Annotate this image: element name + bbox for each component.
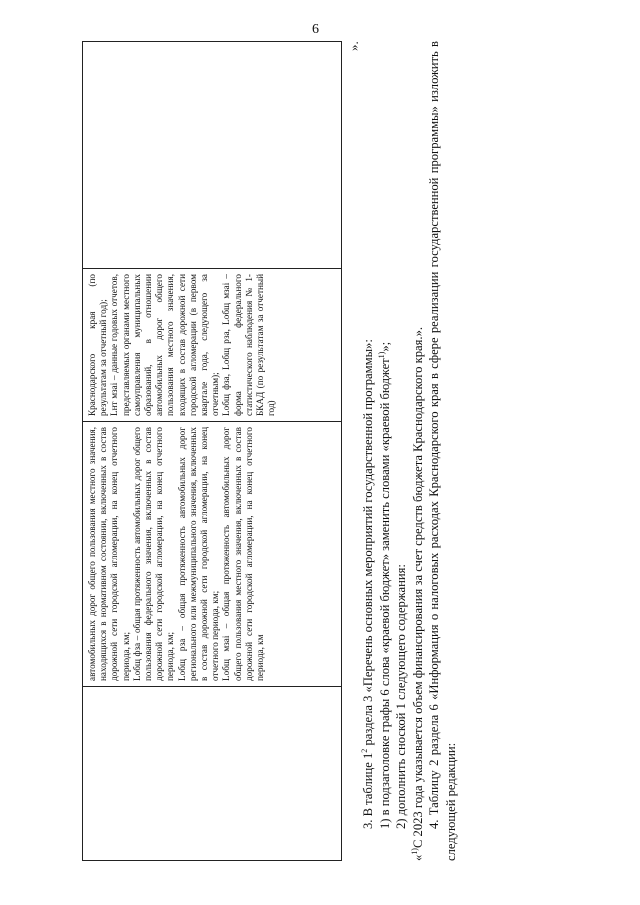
page-number: 6 xyxy=(312,22,319,37)
footnote-sup: 1) xyxy=(409,848,419,855)
table-cell-formula-description xyxy=(83,421,341,686)
paragraph-4: 4. Таблицу 2 раздела 6 «Информация о налоговых расходах Краснодарского края в сфере реализации государственной программы» изложить в следующей редакции: xyxy=(427,41,458,861)
rotated-content xyxy=(82,41,472,861)
paragraph-3-sup: 2 xyxy=(359,748,369,753)
paragraph-3-text-a: 3. В таблице 1 xyxy=(361,752,375,829)
indicator-table xyxy=(82,41,342,861)
paragraph-3-1-end: »; xyxy=(377,341,392,352)
paragraph-3-1-text: 1) в подзаголовке графы 6 слова «краевой бюджет» заменить словами «краевой бюджет xyxy=(377,358,392,829)
table-cell-data-source xyxy=(83,268,341,421)
footnote-open-quote: « xyxy=(410,854,425,861)
footnote-text xyxy=(410,41,427,861)
amendment-paragraphs xyxy=(360,41,460,861)
paragraph-3-2: 2) дополнить сноской 1 следующего содержания: xyxy=(394,564,409,829)
paragraph-3-text-b: раздела 3 «Перечень основных мероприятий государственной программы»: xyxy=(361,339,375,749)
table-cell-empty xyxy=(83,40,341,268)
paragraph-3-1-sup: 1) xyxy=(376,351,386,359)
paragraph-3 xyxy=(360,41,377,861)
table-cell-left xyxy=(83,686,341,860)
data-source-text: Краснодарского края (по результатам за отчетный год); Lнт мзаi – данные годовых отчетов, представляемых органами местного самоуправления муниципальных образований, в отношении автомобильных дорог общего пользования местного значения, входящих в состав дорожной сети городской агломерации (в первом квартале года, следующего за отчетным); Lобщ фза, Lобщ рза, Lобщ мзаi – форма федерального статистического наблюдения № 1-БКАД (по результатам за отчетный год) xyxy=(87,274,277,416)
footnote-body: С 2023 года указывается объем финансирования за счет средств бюджета Краснодарского края.». xyxy=(410,326,425,849)
formula-description-text: автомобильных дорог общего пользования местного значения, находящихся в нормативном состоянии, включенных в состав дорожной сети городской агломерации, на конец отчетного периода, км; Lобщ фза – общая протяженность автомобильных дорог общего пользования федерального значения, включенных в состав дорожной сети городской агломерации, на конец отчетного периода, км; Lобщ рза – общая протяженность автомобильных дорог регионального или межмуниципального значения, включенных в состав дорожной сети городской агломерации, на конец отчетного периода, км; Lобщ мзаi – общая протяженность автомобильных дорог общего пользования местного значения, включенных в состав дорожной сети городской агломерации, на конец отчетного периода, км xyxy=(87,427,266,681)
closing-quote: ». xyxy=(346,41,361,51)
paragraph-3-1 xyxy=(377,41,394,861)
